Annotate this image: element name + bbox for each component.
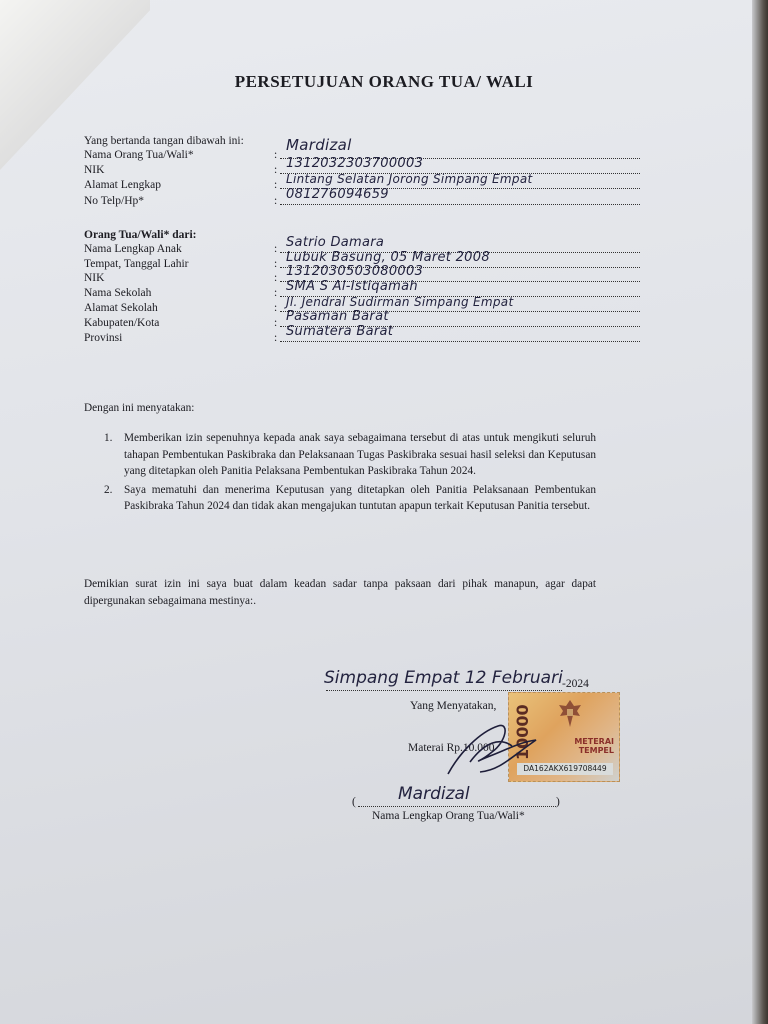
stamp-value: 10000	[513, 704, 532, 760]
field-label: NIK	[84, 164, 105, 176]
list-item	[104, 430, 596, 480]
item-number: 2.	[104, 483, 113, 496]
handwritten-value: 081276094659	[286, 187, 389, 202]
field-label: Alamat Sekolah	[84, 302, 158, 314]
handwritten-value: 1312030503080003	[286, 264, 424, 279]
handwritten-value: Jl. Jendral Sudirman Simpang Empat	[286, 295, 514, 309]
field-label: No Telp/Hp*	[84, 195, 144, 207]
field-label: Alamat Lengkap	[84, 179, 161, 191]
parent-intro-text: Yang bertanda tangan dibawah ini:	[84, 135, 244, 147]
handwritten-value: 1312032303700003	[286, 156, 424, 171]
stamp-serial: DA162AKX619708449	[517, 763, 613, 775]
page-edge-shadow	[752, 0, 768, 1024]
field-label: NIK	[84, 272, 105, 284]
field-label: Tempat, Tanggal Lahir	[84, 258, 189, 270]
field-label: Nama Sekolah	[84, 287, 152, 299]
stamp-text: METERAI TEMPEL	[574, 737, 614, 755]
signature-year: -2024	[562, 678, 589, 690]
handwritten-value: Satrio Damara	[286, 235, 385, 250]
closing-paragraph: Demikian surat izin ini saya buat dalam keadan sadar tanpa paksaan dari pihak manapun, agar dapat dipergunakan sebagaimana mestinya:.	[84, 578, 596, 607]
handwritten-value: Pasaman Barat	[286, 309, 389, 324]
document-title: PERSETUJUAN ORANG TUA/ WALI	[234, 72, 534, 91]
field-label: Kabupaten/Kota	[84, 317, 160, 329]
handwritten-value: Lubuk Basung, 05 Maret 2008	[286, 250, 490, 265]
handwritten-value: SMA S Al-Istiqamah	[286, 279, 418, 294]
field-label: Nama Orang Tua/Wali*	[84, 149, 194, 161]
declarant-label: Yang Menyatakan,	[410, 700, 497, 712]
signature-scribble-icon	[440, 712, 550, 782]
statement-intro: Dengan ini menyatakan:	[84, 402, 195, 414]
child-heading-text: Orang Tua/Wali* dari:	[84, 229, 197, 241]
item-text: Memberikan izin sepenuhnya kepada anak saya sebagaimana tersebut di atas untuk mengikuti seluruh tahapan Pembentukan Paskibraka dan Pelaksanaan Tugas Paskibraka sesuai hasil seleksi dan Keputusan yang ditetapkan oleh Panitia Pelaksana Pembentukan Paskibraka Tahun 2024.	[124, 432, 596, 477]
document-page: PERSETUJUAN ORANG TUA/ WALI Yang bertanda tangan dibawah ini: Nama Orang Tua/Wali* : Mardizal NIK : 1312032303700003 Alamat Lengkap : Lintang Selatan Jorong Simpang Empat No Telp/Hp* : 081276094659 Orang Tua/Wali* dari: Nama Lengkap Anak : Satrio Damara Tempat, Tanggal Lahir : Lubuk Basung, 05 Maret 2008 NIK : 1312030503080003 Nama Sekolah : SMA S Al-Istiqamah Alamat Sekolah : Jl. Jendral Sudirman Simpang Empat Kabupaten/Kota : Pasaman Barat Provinsi : Sumatera Barat Dengan ini menyatakan: 1. Memberikan izin sepenuhnya kepada anak saya sebagaimana tersebut di atas untuk mengikuti seluruh tahapan Pembentukan Paskibraka dan Pelaksanaan Tugas Paskibraka sesuai hasil seleksi dan Keputusan yang ditetapkan oleh Panitia Pelaksana Pembentukan Paskibraka Tahun 2024. 2. Saya mematuhi dan menerima Keputusan yang ditetapkan oleh Panitia Pelaksanaan Pembentukan Paskibraka Tahun 2024 dan tidak akan mengajukan tuntutan apapun terkait Keputusan Panitia tersebut. Demikian surat izin ini saya buat dalam keadan sadar tanpa paksaan dari pihak manapun, agar dapat dipergunakan sebagaimana mestinya:. Simpang Empat 12 Februari -2024 Yang Menyatakan, Materai Rp.10.000 10000 METERAI TEMPEL DA162AKX619708449 ( ) Mardizal Nama Lengkap Orang Tua/Wali*	[0, 0, 768, 1024]
statement-list	[104, 430, 596, 515]
open-paren: (	[352, 796, 356, 808]
item-text: Saya mematuhi dan menerima Keputusan yang ditetapkan oleh Panitia Pelaksanaan Pembentukan Paskibraka Tahun 2024 dan tidak akan mengajukan tuntutan apapun terkait Keputusan Panitia tersebut.	[124, 483, 596, 512]
close-paren: )	[556, 796, 560, 808]
garuda-emblem-icon	[555, 697, 585, 731]
name-caption: Nama Lengkap Orang Tua/Wali*	[372, 810, 525, 822]
handwritten-place-date: Simpang Empat 12 Februari	[324, 668, 563, 688]
handwritten-value: Mardizal	[286, 136, 352, 154]
item-number: 1.	[104, 432, 113, 444]
list-item	[104, 482, 596, 515]
field-label: Provinsi	[84, 332, 123, 344]
handwritten-value: Lintang Selatan Jorong Simpang Empat	[286, 172, 533, 186]
stamp-label: Materai Rp.10.000	[408, 742, 495, 754]
handwritten-value: Sumatera Barat	[286, 324, 394, 339]
handwritten-name: Mardizal	[398, 784, 470, 804]
field-label: Nama Lengkap Anak	[84, 243, 182, 255]
